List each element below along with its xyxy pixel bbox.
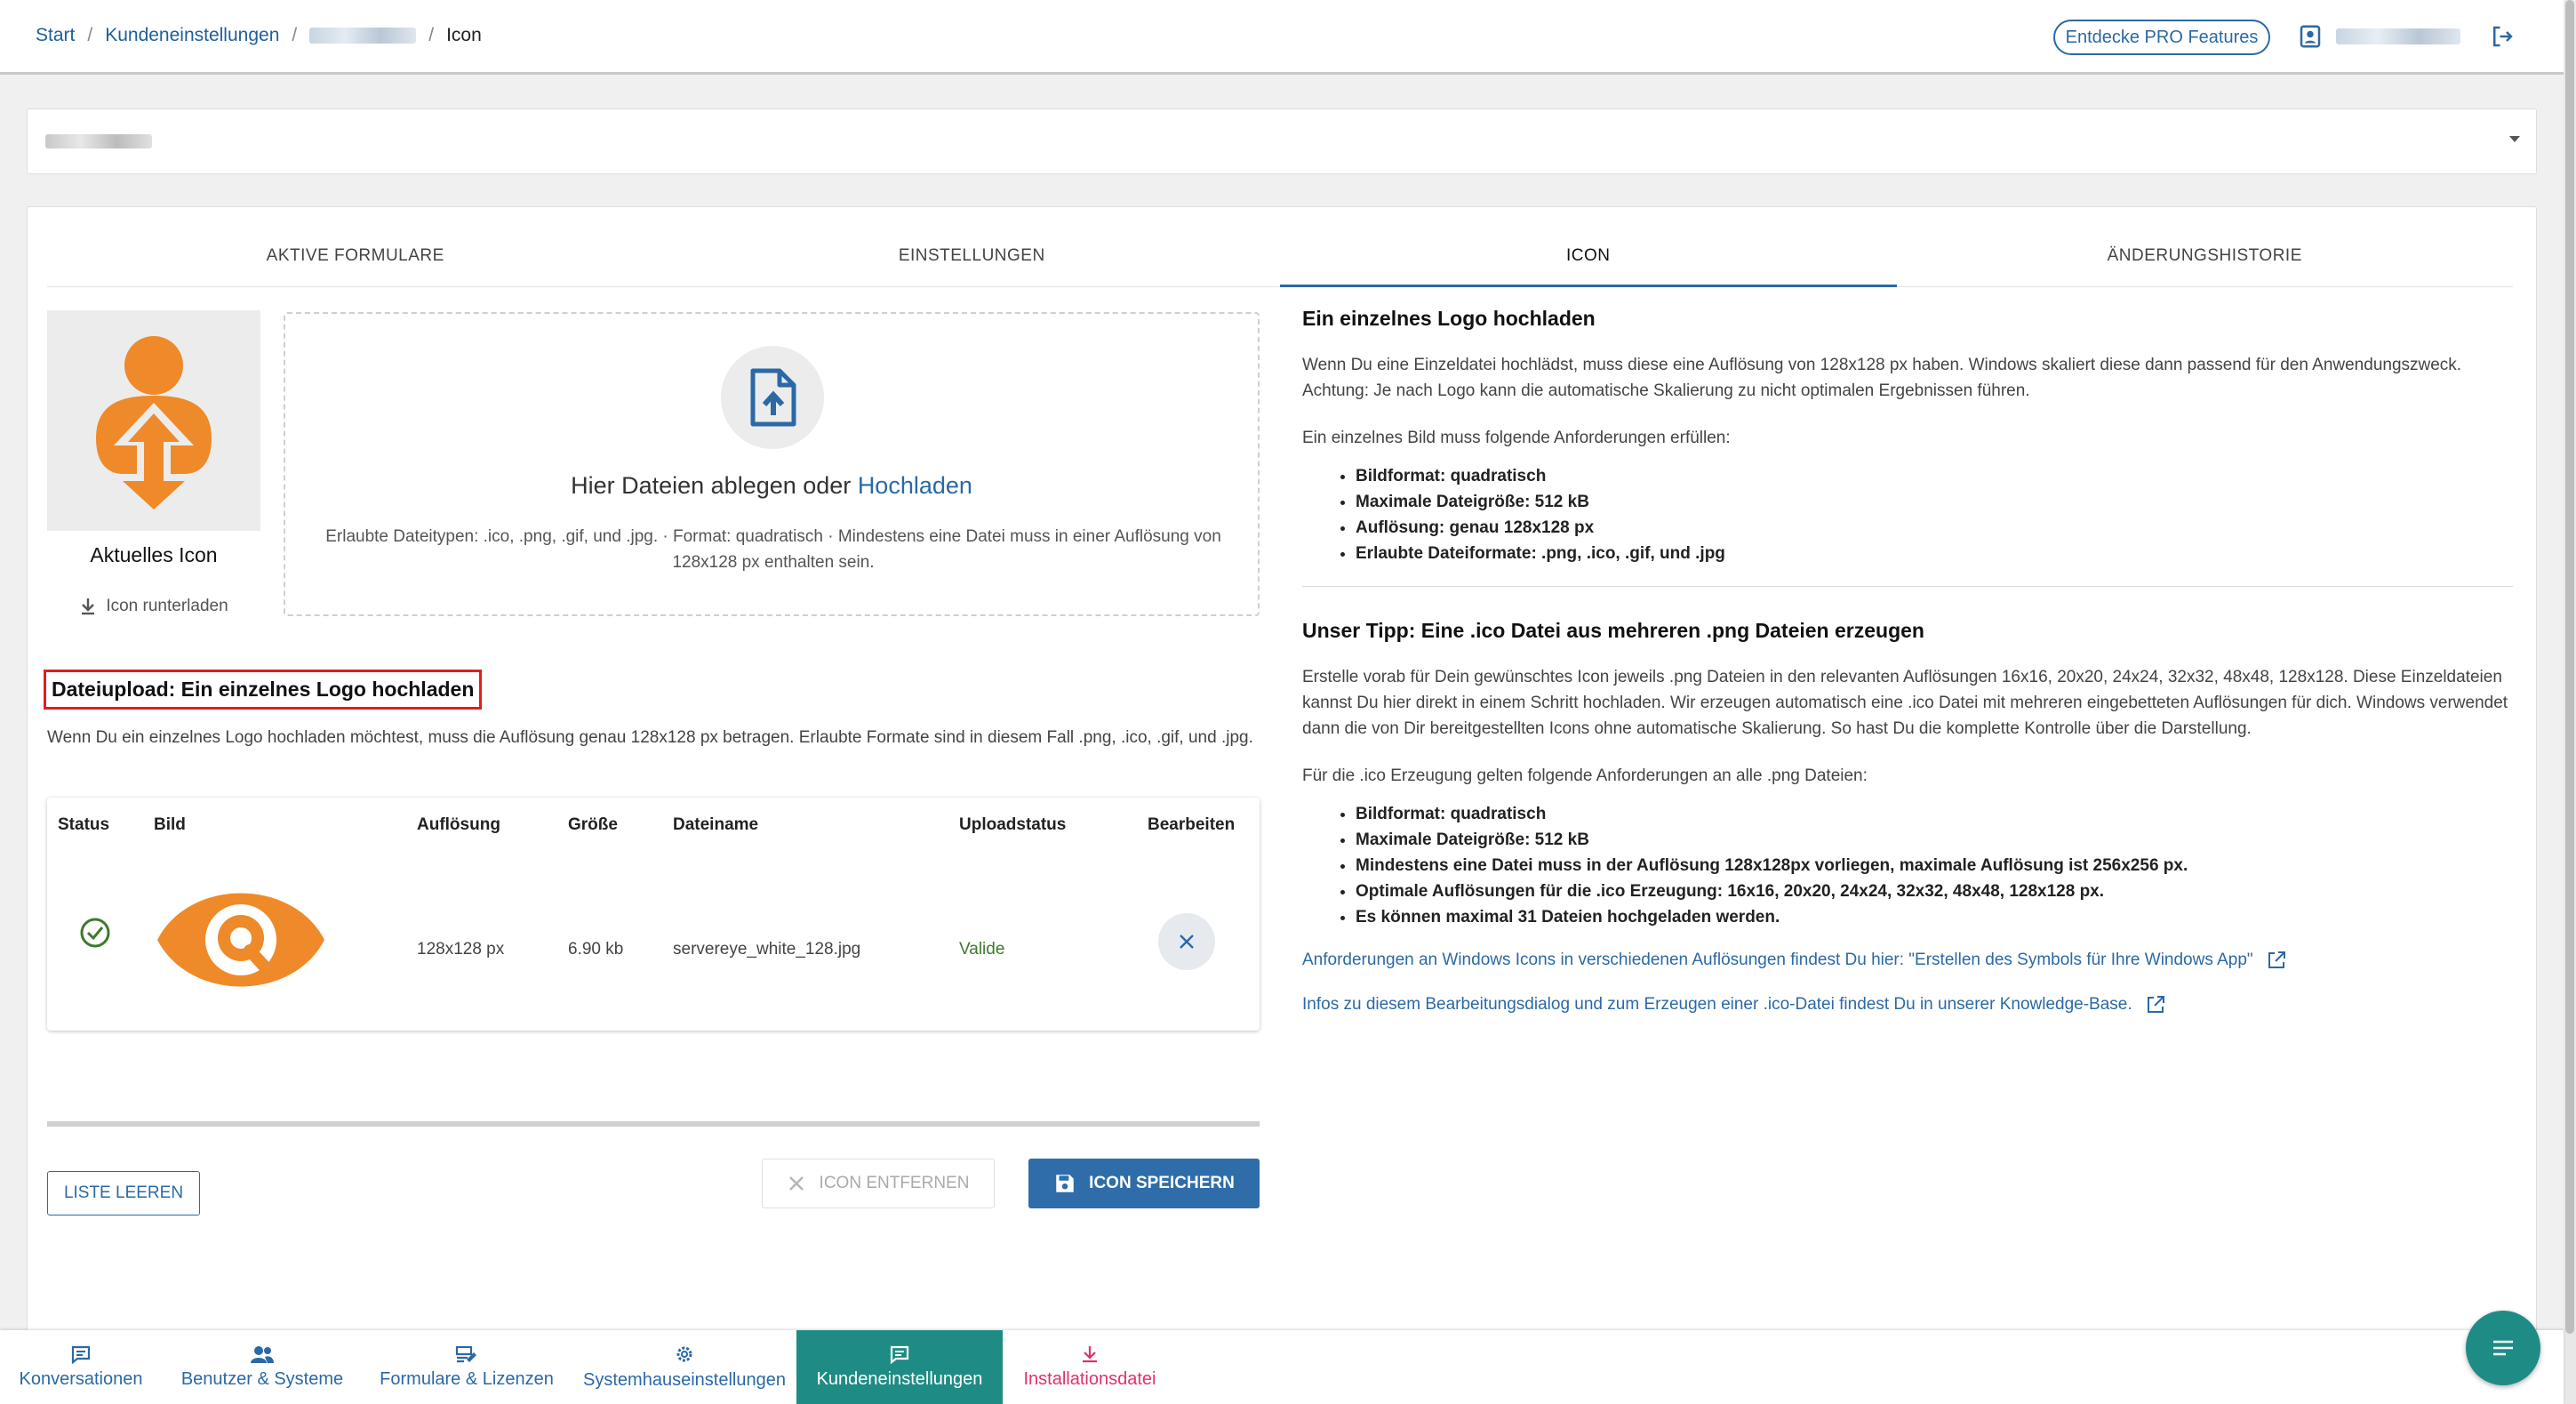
list-item: • Maximale Dateigröße: 512 kB: [1356, 827, 2513, 853]
bottom-navigation: [0, 1330, 2564, 1404]
tab-settings[interactable]: EINSTELLUNGEN: [898, 245, 1045, 265]
nav-customer-settings-label: Kundeneinstellungen: [816, 1369, 983, 1389]
nav-customer-settings[interactable]: [796, 1330, 1003, 1404]
save-icon-button[interactable]: [1028, 1159, 1260, 1208]
nav-users-systems-label: Benutzer & Systeme: [180, 1369, 344, 1389]
breadcrumb: [36, 25, 482, 46]
external-link-icon: [2145, 994, 2166, 1015]
row-filename: servereye_white_128.jpg: [673, 940, 861, 959]
breadcrumb-start[interactable]: Start: [36, 25, 76, 45]
pro-features-button[interactable]: Entdecke PRO Features: [2053, 20, 2270, 55]
breadcrumb-separator: /: [292, 25, 298, 45]
logout-icon[interactable]: [2489, 23, 2516, 50]
tab-change-history[interactable]: ÄNDERUNGSHISTORIE: [2107, 245, 2302, 265]
column-header-filename: Dateiname: [673, 815, 759, 834]
dropzone-title: [285, 472, 1258, 500]
upload-section-description: Wenn Du ein einzelnes Logo hochladen möchtest, muss die Auflösung genau 128x128 px betragen. Erlaubte Formate sind in diesem Fall .png, .ico, .gif, und .jpg.: [47, 728, 1253, 747]
row-resolution: 128x128 px: [417, 940, 505, 959]
dropzone-text: Hier Dateien ablegen oder: [571, 472, 858, 499]
servereye-logo-thumbnail: [154, 878, 328, 1002]
customer-select-value-redacted: [45, 134, 152, 148]
list-item: • Mindestens eine Datei muss in der Auflösung 128x128px vorliegen, maximale Auflösung ist 256x256 px.: [1356, 853, 2513, 879]
tab-active-forms[interactable]: AKTIVE FORMULARE: [266, 245, 444, 265]
column-header-resolution: Auflösung: [417, 815, 500, 834]
chat-settings-icon: [889, 1344, 910, 1364]
upload-link[interactable]: Hochladen: [857, 472, 972, 499]
main-card: [27, 206, 2537, 1336]
nav-system-house-settings-label: Systemhauseinstellungen: [583, 1370, 786, 1390]
nav-users-systems[interactable]: [172, 1330, 352, 1404]
download-icon-link[interactable]: [47, 597, 260, 616]
chat-icon: [70, 1344, 92, 1364]
list-item: • Maximale Dateigröße: 512 kB: [1356, 489, 2513, 515]
windows-icons-link-label: Anforderungen an Windows Icons in verschiedenen Auflösungen findest Du hier: "Erstellen des Symbols für Ihre Windows App": [1302, 951, 2253, 969]
menu-icon: [2492, 1339, 2515, 1357]
section-divider: [47, 1121, 1260, 1127]
current-icon-preview: [47, 310, 260, 531]
save-icon-label: ICON SPEICHERN: [1089, 1174, 1235, 1192]
remove-icon-label: ICON ENTFERNEN: [819, 1174, 970, 1192]
user-badge-icon[interactable]: [2297, 23, 2324, 50]
upload-section-title: Dateiupload: Ein einzelnes Logo hochladen: [44, 670, 482, 710]
close-icon: [1179, 934, 1195, 950]
list-item: • Bildformat: quadratisch: [1356, 801, 2513, 827]
external-link-icon: [2266, 950, 2287, 971]
list-item: • Optimale Auflösungen für die .ico Erzeugung: 16x16, 20x20, 24x24, 32x32, 48x48, 128x128 px.: [1356, 879, 2513, 904]
users-icon: [250, 1344, 275, 1364]
download-icon: [1080, 1344, 1100, 1364]
list-item: • Erlaubte Dateiformate: .png, .ico, .gif, und .jpg: [1356, 541, 2513, 566]
forms-icon: [455, 1344, 478, 1364]
column-header-image: Bild: [154, 815, 186, 834]
gear-icon: [674, 1344, 695, 1365]
dropzone-hint: Erlaubte Dateitypen: .ico, .png, .gif, und .jpg. · Format: quadratisch · Mindestens eine Datei muss in einer Auflösung von 128x128 px enthalten sein.: [325, 527, 1221, 572]
top-bar: [0, 0, 2564, 75]
nav-system-house-settings[interactable]: [578, 1330, 791, 1404]
close-icon: [788, 1175, 805, 1192]
knowledge-base-link-label: Infos zu diesem Bearbeitungsdialog und zum Erzeugen einer .ico-Datei findest Du in unserer Knowledge-Base.: [1302, 995, 2132, 1014]
requirements-list-single: [1302, 463, 2513, 566]
info-paragraph: Erstelle vorab für Dein gewünschtes Icon jeweils .png Dateien in den relevanten Auflösungen 16x16, 20x20, 24x24, 32x32, 48x48, 128x128. Diese Einzeldateien kannst Du hier direkt in einem Schritt hochladen. Wir erzeugen automatisch eine .ico Datei mit mehreren eingebetteten Auflösungen für dich. Windows verwendet dann die von Dir bereitgestellten Icons ohne automatische Skalierung. So hast Du die komplette Kontrolle über die Darstellung.: [1302, 668, 2508, 738]
column-header-size: Größe: [568, 815, 618, 834]
nav-installation-file[interactable]: [1010, 1330, 1170, 1404]
upload-circle: [721, 346, 824, 449]
remove-file-button[interactable]: [1158, 913, 1215, 970]
check-circle-icon: [79, 917, 111, 949]
column-header-edit: Bearbeiten: [1148, 815, 1236, 834]
customer-select[interactable]: [27, 108, 2537, 174]
windows-icons-link[interactable]: [1302, 950, 2513, 971]
info-heading-tip: Unser Tipp: Eine .ico Datei aus mehreren .png Dateien erzeugen: [1302, 619, 1924, 642]
nav-forms-licenses-label: Formulare & Lizenzen: [380, 1369, 554, 1389]
download-icon-label: Icon runterladen: [106, 597, 228, 615]
user-name-redacted[interactable]: [2336, 28, 2460, 44]
column-header-upload-status: Uploadstatus: [959, 815, 1067, 834]
tab-icon[interactable]: ICON: [1280, 225, 1897, 286]
current-icon-label: Aktuelles Icon: [90, 543, 218, 566]
list-item: • Es können maximal 31 Dateien hochgeladen werden.: [1356, 904, 2513, 930]
nav-conversations-label: Konversationen: [19, 1369, 143, 1389]
file-upload-icon: [746, 367, 799, 428]
nav-installation-file-label: Installationsdatei: [1023, 1369, 1156, 1389]
menu-fab-button[interactable]: [2466, 1311, 2540, 1385]
row-size: 6.90 kb: [568, 940, 624, 959]
info-panel: [1302, 307, 2513, 1039]
tab-bar: [47, 225, 2513, 287]
row-upload-status: Valide: [959, 940, 1005, 959]
current-icon-image: [78, 332, 229, 509]
list-item: • Auflösung: genau 128x128 px: [1356, 515, 2513, 541]
breadcrumb-customer-settings[interactable]: Kundeneinstellungen: [105, 25, 280, 45]
uploaded-files-table: [47, 798, 1260, 1031]
info-paragraph: Wenn Du eine Einzeldatei hochlädst, muss diese eine Auflösung von 128x128 px haben. Windows skaliert diese dann passend für den Anwendungszweck. Achtung: Je nach Logo kann die automatische Skalierung zu nicht optimalen Ergebnissen führen.: [1302, 356, 2462, 400]
breadcrumb-separator: /: [428, 25, 435, 45]
remove-icon-button[interactable]: [762, 1159, 995, 1208]
file-dropzone[interactable]: [284, 312, 1260, 616]
breadcrumb-separator: /: [87, 25, 93, 45]
column-header-status: Status: [58, 815, 110, 834]
download-icon: [79, 597, 97, 616]
caret-down-icon: [2509, 136, 2520, 142]
nav-forms-licenses[interactable]: [373, 1330, 560, 1404]
clear-list-button[interactable]: LISTE LEEREN: [47, 1171, 200, 1215]
breadcrumb-customer-redacted[interactable]: [309, 28, 416, 44]
breadcrumb-current: Icon: [446, 25, 482, 45]
knowledge-base-link[interactable]: [1302, 994, 2513, 1015]
nav-conversations[interactable]: [0, 1330, 162, 1404]
page-scrollbar-thumb[interactable]: [2565, 0, 2574, 1334]
info-heading-single-logo: Ein einzelnes Logo hochladen: [1302, 307, 1596, 330]
save-icon: [1053, 1172, 1076, 1195]
requirements-list-ico: [1302, 801, 2513, 930]
list-item: • Bildformat: quadratisch: [1356, 463, 2513, 489]
info-paragraph: Für die .ico Erzeugung gelten folgende Anforderungen an alle .png Dateien:: [1302, 766, 1868, 785]
info-divider: [1302, 586, 2513, 587]
info-paragraph: Ein einzelnes Bild muss folgende Anforderungen erfüllen:: [1302, 429, 1731, 447]
